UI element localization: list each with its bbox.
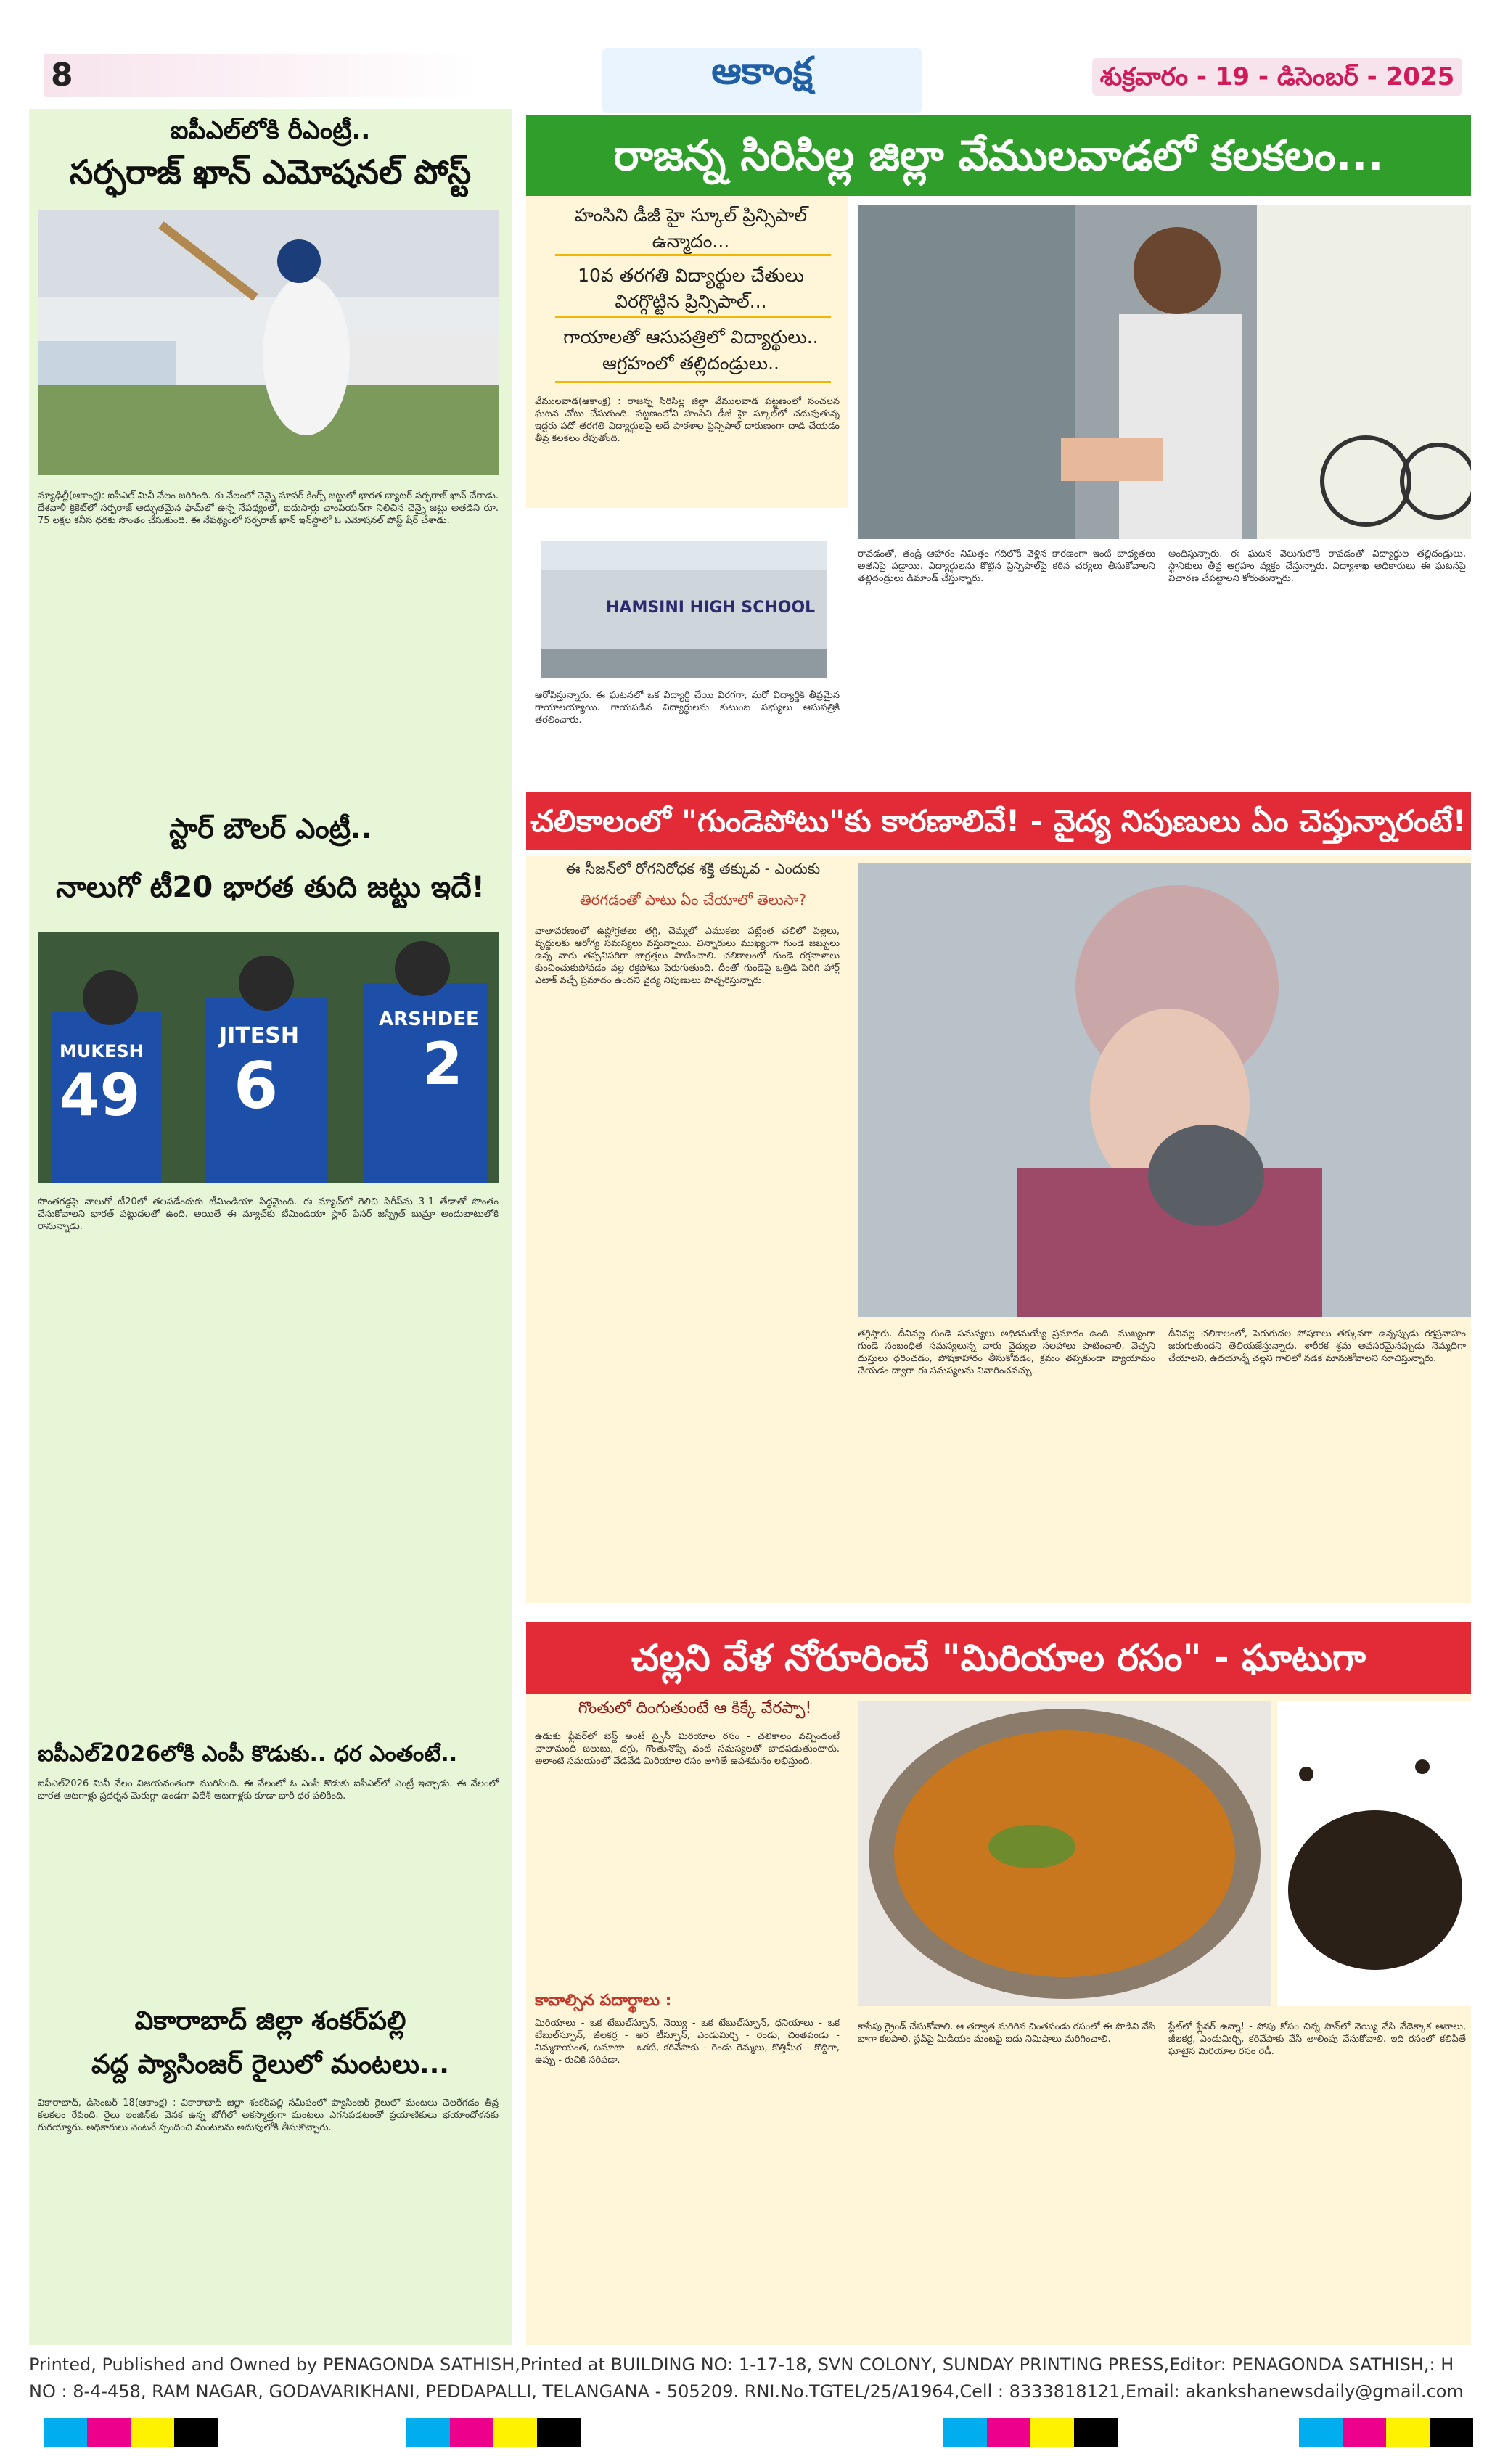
rasam-illustration	[858, 1701, 1271, 2006]
rasam-subtitle: గొంతులో దింగుతుంటే ఆ కిక్కే వేరప్పా!	[578, 1699, 812, 1717]
team-india-photo	[38, 932, 499, 1183]
footer-imprint-line-1: Printed, Published and Owned by PENAGONDA SATHISH,Printed at BUILDING NO: 1-17-18, SVN COLONY, SUNDAY PRINTING PRESS,Editor: PENAGONDA SATHISH,: H	[29, 2354, 1454, 2375]
registration-bar	[44, 2418, 218, 2447]
divider	[555, 254, 831, 256]
rasam-body-3: ప్లేట్‌లో ఫ్లేవర్ ఉన్నా! - పోపు కోసం చిన్న పాన్‌లో నెయ్యి వేసి వేడెక్కాక ఆవాలు, జీలకర్ర, ఎండుమిర్చి, కరివేపాకు వేసి తాలింపు వేసుకోవాలి. ఇది రసంలో కలిపితే ఘాటైన మిరియాల రసం రెడీ.	[1168, 2021, 1466, 2057]
rajanna-lead-1: హంసిని డీజీ హై స్కూల్ ప్రిన్సిపాల్ ఉన్మాదం...	[574, 205, 808, 252]
rajanna-banner: రాజన్న సిరిసిల్ల జిల్లా వేములవాడలో కలకలం...	[526, 115, 1471, 196]
jersey-number-2: 6	[234, 1048, 279, 1123]
winter-body-2: తగ్గిస్తారు. దీనివల్ల గుండె సమస్యలు అధికమయ్యే ప్రమాదం ఉంది. ముఖ్యంగా గుండె సంబంధిత సమస్యలున్న వారు వైద్యుల సలహాలు పాటించాలి. వెచ్చని దుస్తులు ధరించడం, పోషకాహారం తీసుకోవడం, క్రమం తప్పకుండా వ్యాయామం చేయడం ద్వారా ఈ సమస్యలను నివారించవచ్చు.	[858, 1328, 1155, 1376]
registration-bar	[943, 2418, 1118, 2447]
star-bowler-body: సొంతగడ్డపై నాలుగో టీ20లో తలపడేందుకు టీమిండియా సిద్ధమైంది. ఈ మ్యాచ్‌లో గెలిచి సిరీస్‌ను 3-1 తేడాతో సొంతం చేసుకోవాలని భారత్ పట్టుదలతో ఉంది. అయితే ఈ మ్యాచ్‌కు టీమిండియా స్టార్ పేసర్ జస్ప్రీత్ బుమ్రా అందుబాటులోకి రానున్నాడు.	[38, 1196, 499, 1232]
ipl-headline-line2: సర్ఫరాజ్ ఖాన్ ఎమోషనల్ పోస్ట్	[69, 152, 472, 192]
rajanna-body-4: అందిస్తున్నారు. ఈ ఘటన వెలుగులోకి రావడంతో విద్యార్థుల తల్లిదండ్రులు, స్థానికులు తీవ్ర ఆగ్రహం వ్యక్తం చేస్తున్నారు. విద్యాశాఖ అధికారులు ఈ ఘటనపై విచారణ చేపట్టాలని కోరుతున్నారు.	[1168, 549, 1466, 584]
jersey-name-1: MUKESH	[60, 1041, 144, 1061]
page-number: 8	[51, 57, 73, 94]
mp-body: ఐపీఎల్2026 మినీ వేలం విజయవంతంగా ముగిసింది. ఈ వేలంలో ఓ ఎంపీ కొడుకు ఐపీఎల్‌లో ఎంట్రీ ఇచ్చాడు. ఈ వేలంలో భారత ఆటగాళ్లు ప్రదర్శన మెరుగ్గా ఉండగా విదేశీ ఆటగాళ్లకు కూడా భారీ ధర పలికింది.	[38, 1778, 499, 1802]
mp-headline: ఐపీఎల్2026లోకి ఎంపీ కొడుకు.. ధర ఎంతంటే..	[38, 1741, 458, 1767]
divider	[555, 316, 831, 318]
issue-date: శుక్రవారం - 19 - డిసెంబర్ - 2025	[1092, 58, 1462, 96]
vikarabad-headline-2: వద్ద ప్యాసింజర్ రైలులో మంటలు...	[91, 2050, 449, 2079]
divider	[555, 381, 831, 383]
rasam-bowl-photo	[858, 1701, 1271, 2006]
school-building-photo	[541, 541, 827, 678]
sarfaraz-illustration	[38, 210, 499, 475]
rajanna-body-1: వేములవాడ(ఆకాంక్ష) : రాజన్న సిరిసిల్ల జిల్లా వేములవాడ పట్టణంలో సంచలన ఘటన చోటు చేసుకుంది. పట్టణంలోని హంసిని డీజీ హై స్కూల్‌లో చదువుతున్న ఇద్దరు పదో తరగతి విద్యార్థులపై అదే పాఠశాల ప్రిన్సిపాల్ దారుణంగా దాడి చేయడం తీవ్ర కలకలం రేపుతోంది.	[535, 396, 840, 444]
registration-bar	[406, 2418, 581, 2447]
winter-body-3: దీనివల్ల చలికాలంలో, పెరుగుదల పోషకాలు తక్కువగా ఉన్నప్పుడు రక్తప్రవాహం జరుగుతుందని తెలియజేస్తున్నారు. శారీరక శ్రమ అవసరమైనప్పుడు నెమ్మదిగా చేయాలని, ఉదయాన్నే చల్లని గాలిలో నడక మానుకోవాలని సూచిస్తున్నారు.	[1168, 1328, 1466, 1364]
vikarabad-body: వికారాబాద్, డిసెంబర్ 18(ఆకాంక్ష) : వికారాబాద్ జిల్లా శంకర్‌పల్లి సమీపంలో ప్యాసింజర్ రైలులో మంటలు చెలరేగడం తీవ్ర కలకలం రేపింది. రైలు ఇంజిన్‌కు వెనక ఉన్న బోగీలో అకస్మాత్తుగా మంటలు ఎగసిపడటంతో ప్రయాణికులు భయాందోళనకు గురయ్యారు. అధికారులు వెంటనే స్పందించి మంటలను అదుపులోకి తీసుకొచ్చారు.	[38, 2098, 499, 2133]
winter-sub-1: ఈ సీజన్‌లో రోగనిరోధక శక్తి తక్కువ - ఎందుకు	[565, 860, 821, 877]
rasam-banner: చల్లని వేళ నోరూరించే "మిరియాల రసం" - ఘాటుగా	[526, 1622, 1471, 1694]
winter-illustration	[858, 863, 1471, 1317]
vikarabad-headline-1: వికారాబాద్ జిల్లా శంకర్‌పల్లి	[134, 2006, 406, 2036]
pepper-illustration	[1277, 1701, 1471, 2006]
footer-imprint-line-2: NO : 8-4-458, RAM NAGAR, GODAVARIKHANI, PEDDAPALLI, TELANGANA - 505209. RNI.No.TGTEL/25/A1964,Cell : 8333818121,Email: akankshanewsdaily@gmail.com	[29, 2381, 1464, 2402]
student-injury-photo	[858, 205, 1471, 539]
ipl-headline-line1: ఐపీఎల్‌లోకి రీఎంట్రీ..	[170, 116, 371, 145]
rajanna-lead-2: 10వ తరగతి విద్యార్థుల చేతులు విరగ్గొట్టిన ప్రిన్సిపాల్...	[578, 265, 804, 312]
rajanna-body-2: ఆరోపిస్తున్నారు. ఈ ఘటనలో ఒక విద్యార్థి చేయి విరగగా, మరో విద్యార్థికి తీవ్రమైన గాయాలయ్యాయి. గాయపడిన విద్యార్థులను కుటుంబ సభ్యులు ఆసుపత్రికి తరలించారు.	[535, 690, 840, 726]
rajanna-body-3: రావడంతో, తండ్రి ఆహారం నిమిత్తం గదిలోకి వెళ్లిన కారణంగా ఇంటి బాధ్యతలు అతనిపై పడ్డాయి. విద్యార్థులను కొట్టిన ప్రిన్సిపాల్‌పై కఠిన చర్యలు తీసుకోవాలని తల్లిదండ్రులు డిమాండ్ చేస్తున్నారు.	[858, 549, 1155, 584]
sarfaraz-photo	[38, 210, 499, 475]
newspaper-logo: ఆకాంక్ష	[711, 49, 813, 93]
ipl-article-body: న్యూఢిల్లీ(ఆకాంక్ష): ఐపీఎల్ మినీ వేలం జరిగింది. ఈ వేలంలో చెన్నై సూపర్ కింగ్స్ జట్టులో భారత బ్యాటర్ సర్ఫరాజ్ ఖాన్ చేరాడు. దేశవాళీ క్రికెట్‌లో సర్ఫరాజ్ అద్భుతమైన ఫామ్‌లో ఉన్న నేపథ్యంలో, ఐదుసార్లు ఛాంపియన్‌గా నిలిచిన చెన్నై జట్టు అతడిని రూ. 75 లక్షల కనీస ధరకు సొంతం చేసుకుంది. ఈ నేపథ్యంలో సర్ఫరాజ్ ఖాన్ ఇన్‌స్టాలో ఓ ఎమోషనల్ పోస్ట్ షేర్ చేశాడు.	[38, 490, 499, 526]
rasam-body-1: ఉడుకు ఫ్లేవర్‌లో బెస్ట్ అంటే స్పైసీ మిరియాల రసం - చలికాలం వచ్చిందంటే చాలామంది జలుబు, దగ్గు, గొంతునొప్పి వంటి సమస్యలతో బాధపడుతుంటారు. అలాంటి సమయంలో వేడివేడి మిరియాల రసం తాగితే ఉపశమనం లభిస్తుంది.	[535, 1731, 840, 1767]
student-illustration	[858, 205, 1471, 539]
star-bowler-headline-2: నాలుగో టీ20 భారత తుది జట్టు ఇదే!	[56, 871, 485, 904]
jersey-name-3: ARSHDEE	[379, 1009, 479, 1030]
jersey-name-2: JITESH	[219, 1023, 299, 1048]
rasam-ingredients-title: కావాల్సిన పదార్థాలు :	[535, 1992, 672, 2010]
jersey-number-1: 49	[60, 1061, 141, 1129]
winter-banner: చలికాలంలో "గుండెపోటు"కు కారణాలివే! - వైద్య నిపుణులు ఏం చెప్తున్నారంటే!	[526, 792, 1471, 850]
registration-bar	[1299, 2418, 1473, 2447]
jersey-number-3: 2	[422, 1030, 463, 1098]
winter-woman-photo	[858, 863, 1471, 1317]
page-header-bar	[44, 54, 479, 97]
winter-body-1: వాతావరణంలో ఉష్ణోగ్రతలు తగ్గి, చెమ్మలో ఎముకలు పట్టేంత చలిలో పిల్లలు, వృద్ధులకు ఆరోగ్య సమస్యలు వస్తున్నాయి. చిన్నారులు ముఖ్యంగా గుండె జబ్బులు ఉన్న వారు తప్పనిసరిగా జాగ్రత్తలు పాటించాలి. చలికాలంలో గుండె రక్తనాళాలు కుంచించుకుపోవడం వల్ల రక్తపోటు పెరుగుతుంది. దీంతో గుండెపై ఒత్తిడి పెరిగి హార్ట్ ఎటాక్ వచ్చే ప్రమాదం ఉందని వైద్య నిపుణులు హెచ్చరిస్తున్నారు.	[535, 926, 840, 986]
winter-sub-2: తిరగడంతో పాటు ఏం చేయాలో తెలుసా?	[580, 891, 806, 908]
star-bowler-headline-1: స్టార్ బౌలర్ ఎంట్రీ..	[169, 813, 372, 845]
pepper-photo	[1277, 1701, 1471, 2006]
rasam-body-2: కాసేపు గ్రైండ్ చేసుకోవాలి. ఆ తర్వాత మరిగిన చింతపండు రసంలో ఈ పొడిని వేసి బాగా కలపాలి. స్టవ్‌పై మీడియం మంటపై ఐదు నిమిషాలు మరిగించాలి.	[858, 2021, 1155, 2045]
rasam-ingredients-body: మిరియాలు - ఒక టేబుల్‌స్పూన్, నెయ్యి - ఒక టేబుల్‌స్పూన్, ధనియాలు - ఒక టేబుల్‌స్పూన్, జీలకర్ర - అర టీస్పూన్, ఎండుమిర్చి - రెండు, చింతపండు - నిమ్మకాయంత, టమాటా - ఒకటి, కరివేపాకు - రెండు రెమ్మలు, కొత్తిమీర - కొద్దిగా, ఉప్పు - రుచికి సరిపడా.	[535, 2018, 840, 2066]
school-sign: HAMSINI HIGH SCHOOL	[606, 599, 816, 617]
rajanna-lead-3: గాయాలతో ఆసుపత్రిలో విద్యార్థులు.. ఆగ్రహంలో తల్లిదండ్రులు..	[563, 327, 819, 374]
